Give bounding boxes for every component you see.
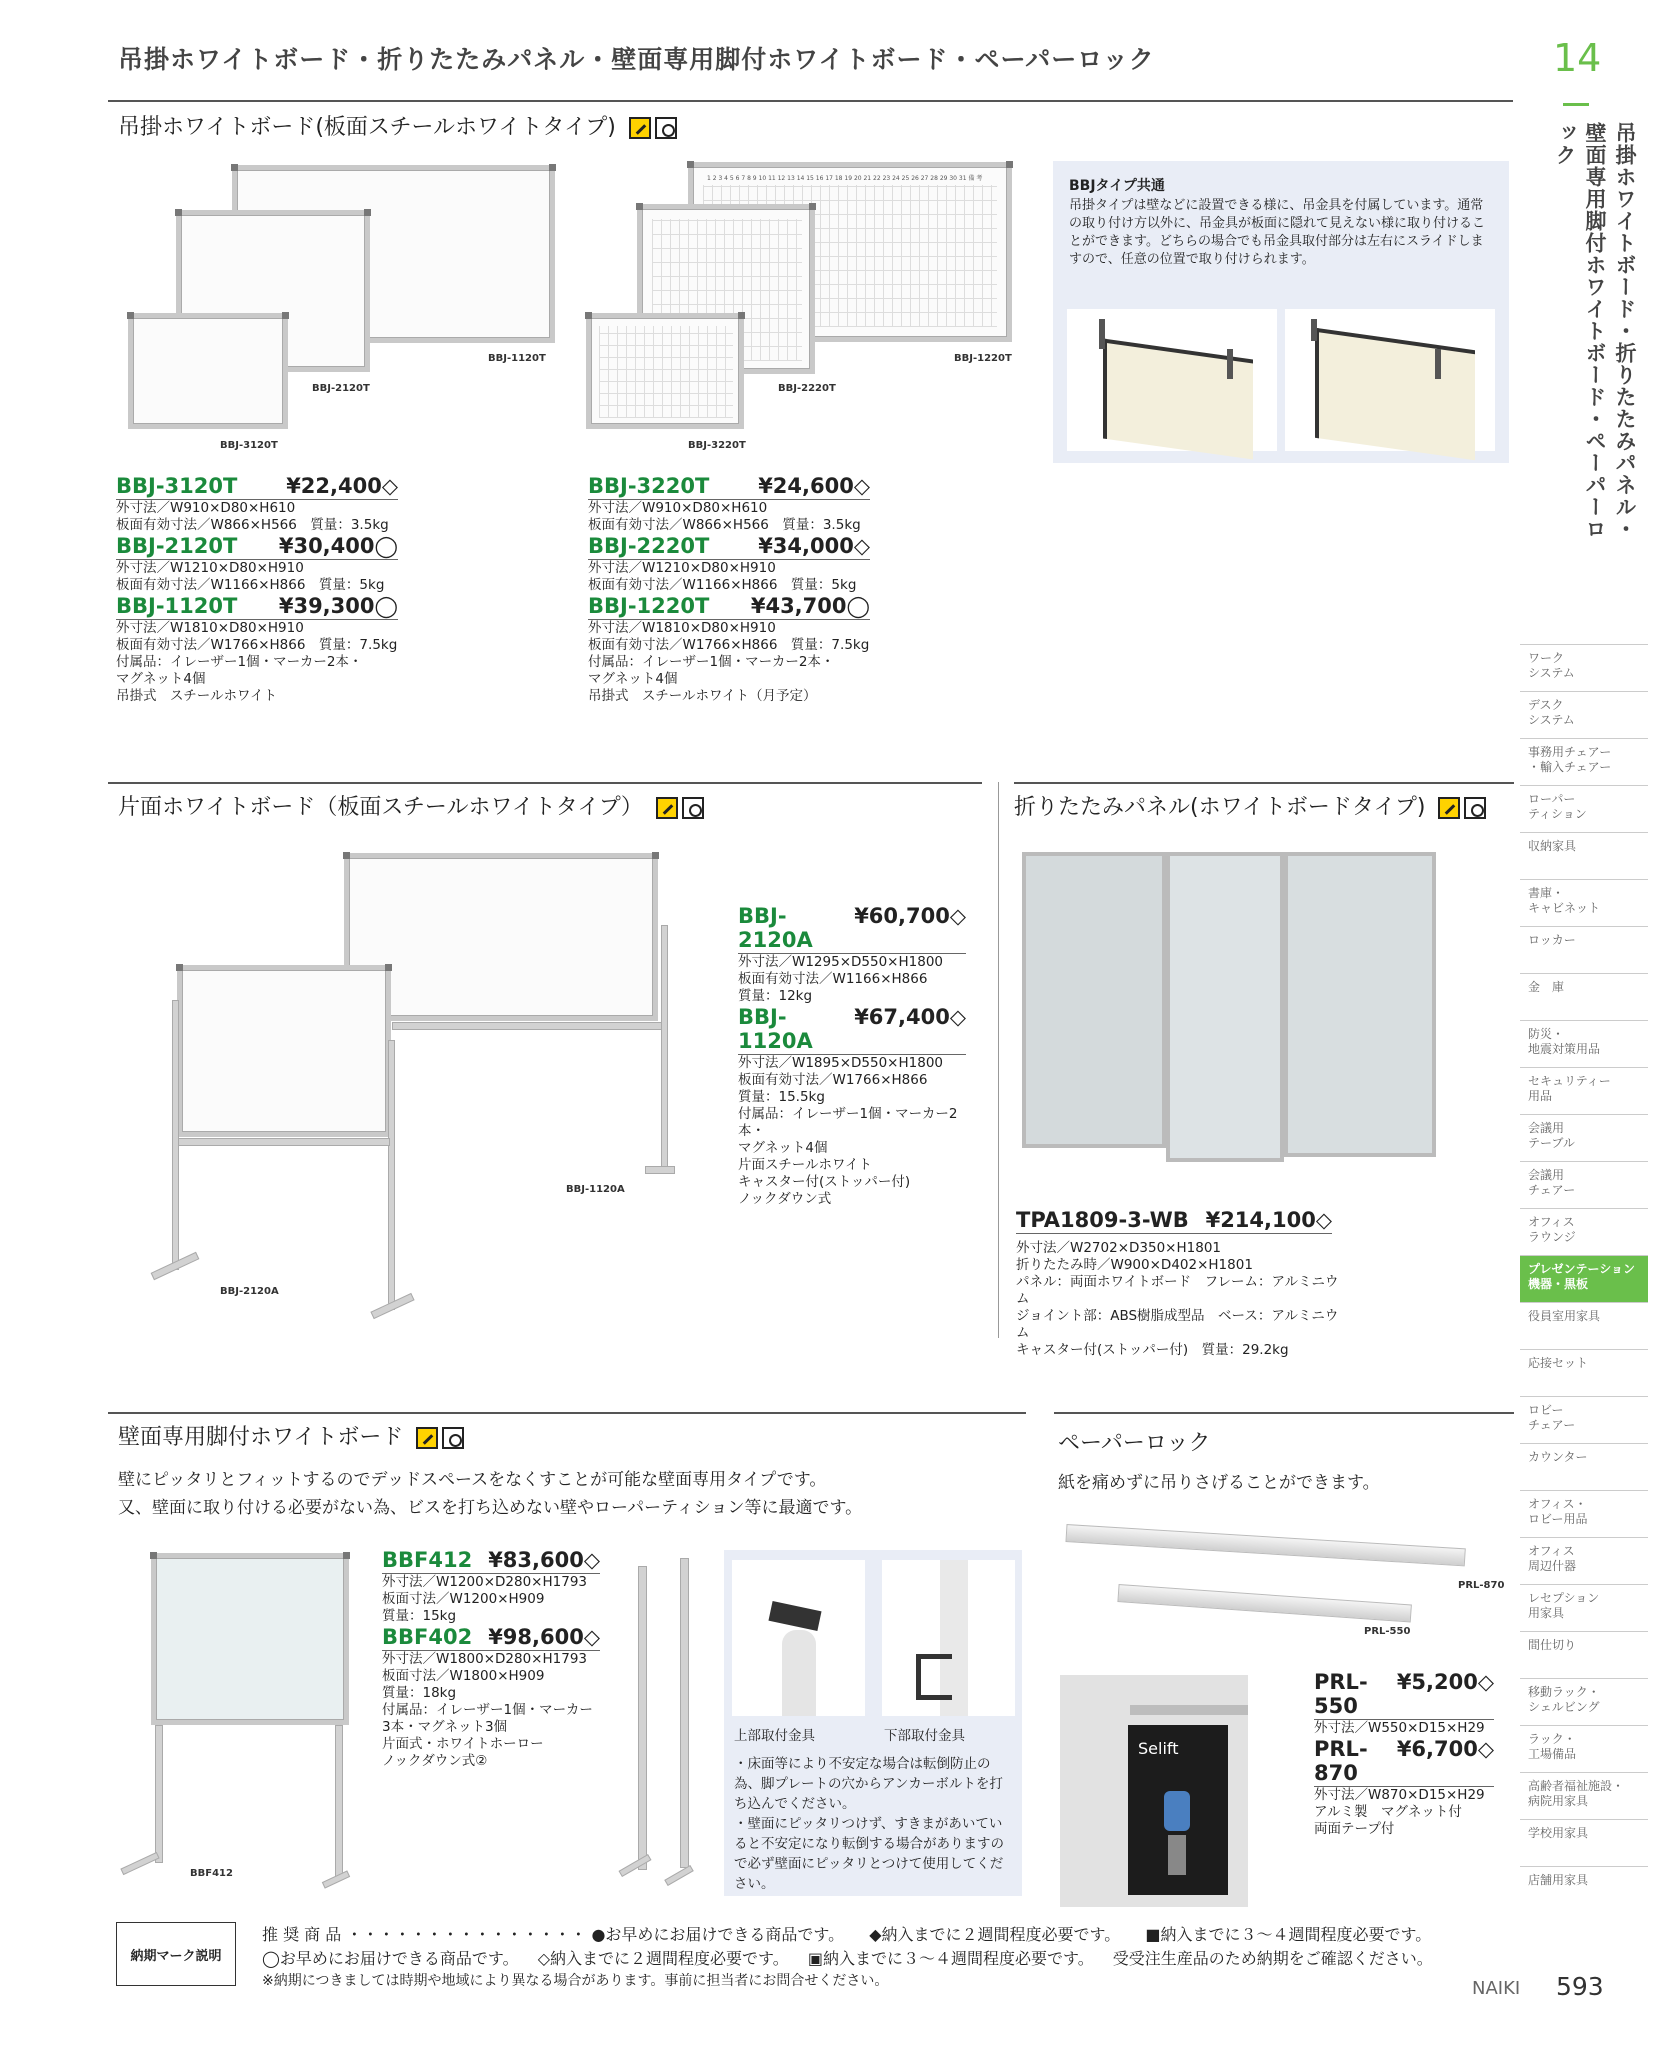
product-price: ¥83,600◇ — [488, 1548, 600, 1572]
nav-item-store[interactable]: 店舗用家具 — [1520, 1866, 1648, 1913]
spec-line: 板面有効寸法／W1166×H866 — [738, 971, 928, 987]
column-divider — [998, 782, 999, 1338]
product-code: BBF402 — [382, 1625, 473, 1649]
spec-line: 折りたたみ時／W900×D402×H1801 — [1016, 1257, 1253, 1273]
marker-icon — [629, 117, 651, 139]
box-text: 吊掛タイプは壁などに設置できる様に、吊金具を付属しています。通常の取り付け方以外に、吊金具が板面に隠れて見えない様に取り付けることができます。どちらの場合でも吊金具取付部分は左右にスライドしますので、任意の位置で取り付けられます。 — [1069, 198, 1486, 267]
spec-line: 付属品：イレーザー1個・マーカー — [382, 1702, 593, 1718]
product-tpa1809 — [1016, 1208, 1332, 1234]
section4-title-text: 壁面専用脚付ホワイトボード — [118, 1425, 404, 1450]
product-code: BBJ-1220T — [588, 594, 710, 618]
nav-item-cabinet[interactable]: 書庫・ キャビネット — [1520, 879, 1648, 926]
legend-head: 推 奨 商 品 ・・・・・・・・・・・・・・・ — [262, 1925, 587, 1944]
spec-line: 3本・マグネット3個 — [382, 1719, 508, 1735]
spec-line: 質量：18kg — [382, 1685, 457, 1701]
product-code: BBJ-3220T — [588, 474, 710, 498]
folding-panel-left — [1022, 852, 1166, 1148]
legend-note: ※納期につきましては時期や地域により異なる場合があります。事前に担当者にお問合せください。 — [262, 1973, 889, 1989]
board-bbj-2120a — [177, 965, 391, 1137]
nav-item-office-fixtures[interactable]: オフィス 周辺什器 — [1520, 1537, 1648, 1584]
product-bbj-3120t — [116, 474, 398, 534]
wall-leg — [638, 1566, 647, 1870]
spec-line: 付属品：イレーザー1個・マーカー2本・ — [116, 654, 363, 670]
product-code: BBF412 — [382, 1548, 473, 1572]
product-price: ¥30,400◯ — [278, 534, 398, 558]
spec-line: 外寸法／W910×D80×H610 — [116, 500, 296, 516]
nav-item-elderly-hospital[interactable]: 高齢者福祉施設・ 病院用家具 — [1520, 1772, 1648, 1819]
label-bbj-1220t: BBJ-1220T — [954, 353, 1012, 364]
product-code: BBJ-3120T — [116, 474, 238, 498]
section5-products — [1314, 1670, 1494, 1838]
nav-item-safe[interactable]: 金 庫 — [1520, 973, 1648, 1020]
product-price: ¥22,400◇ — [286, 474, 398, 498]
spec-line: 質量：15kg — [382, 1608, 457, 1624]
nav-item-storage[interactable]: 収納家具 — [1520, 832, 1648, 879]
product-bbj-1120a — [738, 1005, 966, 1208]
label-bbj-3220t: BBJ-3220T — [688, 440, 746, 451]
label-bbj-2120t: BBJ-2120T — [312, 383, 370, 394]
spec-line: 質量：12kg — [738, 988, 813, 1004]
spec-line: マグネット4個 — [738, 1140, 828, 1156]
section4-intro — [118, 1466, 862, 1522]
board-bbj-3220t — [586, 313, 744, 429]
label-bbj-3120t: BBJ-3120T — [220, 440, 278, 451]
product-code: BBJ-2220T — [588, 534, 710, 558]
label-prl-550: PRL-550 — [1364, 1626, 1411, 1637]
spec-line: 外寸法／W1210×D80×H910 — [588, 560, 776, 576]
spec-line: 外寸法／W1210×D80×H910 — [116, 560, 304, 576]
label-bbj-1120t: BBJ-1120T — [488, 353, 546, 364]
vertical-title: 吊掛ホワイトボード・折りたたみパネル・壁面専用脚付ホワイトボード・ペーパーロック — [1553, 122, 1637, 540]
section3-divider — [1014, 782, 1514, 784]
paper-lock-prl-550 — [1117, 1584, 1412, 1622]
nav-item-security[interactable]: セキュリティー 用品 — [1520, 1067, 1648, 1114]
spec-line: 外寸法／W1800×D280×H1793 — [382, 1651, 587, 1667]
stand-leg — [155, 1725, 163, 1863]
nav-item-work-system[interactable]: ワーク システム — [1520, 644, 1648, 691]
section3-title-text: 折りたたみパネル(ホワイトボードタイプ) — [1014, 795, 1426, 820]
spec-line: アルミ製 マグネット付 — [1314, 1804, 1462, 1820]
grid-header: 1 2 3 4 5 6 7 8 9 10 11 12 13 14 15 16 17 18 19 20 21 22 23 24 25 26 27 28 29 30 31 備 考 — [707, 175, 983, 182]
spec-line: 吊掛式 スチールホワイト（月予定） — [588, 688, 817, 704]
label-prl-870: PRL-870 — [1458, 1580, 1505, 1591]
nav-item-lobby-chair[interactable]: ロビー チェアー — [1520, 1396, 1648, 1443]
legend-item: ●お早めにお届けできる商品です。 — [591, 1925, 845, 1944]
hanger-diagram-2 — [1285, 309, 1495, 451]
section1-left-products — [116, 474, 398, 705]
legend-item: 受受注生産品のため納期をご確認ください。 — [1112, 1949, 1433, 1968]
spec-line: 質量：15.5kg — [738, 1089, 825, 1105]
product-price: ¥67,400◇ — [854, 1005, 966, 1029]
product-price: ¥5,200◇ — [1396, 1670, 1494, 1694]
intro-line: 又、壁面に取り付ける必要がない為、ビスを打ち込めない壁やローパーティション等に最適です。 — [118, 1498, 863, 1518]
nav-item-school[interactable]: 学校用家具 — [1520, 1819, 1648, 1866]
label-bbf412: BBF412 — [190, 1868, 233, 1879]
legend-item: ◯お早めにお届けできる商品です。 — [262, 1949, 519, 1968]
product-price: ¥39,300◯ — [278, 594, 398, 618]
nav-item-reception-furniture[interactable]: レセプション 用家具 — [1520, 1584, 1648, 1631]
tpa1809-specs — [1016, 1240, 1346, 1359]
section5-divider — [1054, 1412, 1514, 1414]
magnet-icon — [442, 1427, 464, 1449]
board-bbj-3120t — [128, 313, 288, 429]
product-code: BBJ-2120T — [116, 534, 238, 558]
spec-line: 板面寸法／W1800×H909 — [382, 1668, 545, 1684]
nav-item-locker[interactable]: ロッカー — [1520, 926, 1648, 973]
chapter-bar — [1563, 103, 1589, 106]
product-price: ¥214,100◇ — [1205, 1208, 1332, 1232]
stand-foot — [645, 1166, 675, 1174]
nav-item-meeting-chair[interactable]: 会議用 チェアー — [1520, 1161, 1648, 1208]
product-prl-870 — [1314, 1737, 1494, 1838]
product-code: BBJ-2120A — [738, 904, 813, 952]
spec-line: 外寸法／W1895×D550×H1800 — [738, 1055, 943, 1071]
hanger-diagram-1 — [1067, 309, 1277, 451]
spec-line: 外寸法／W550×D15×H29 — [1314, 1720, 1485, 1736]
legend-title: 納期マーク説明 — [116, 1922, 236, 1986]
section4-products — [382, 1548, 600, 1770]
section2-divider — [108, 782, 982, 784]
spec-line: 外寸法／W1200×D280×H1793 — [382, 1574, 587, 1590]
poster-text: Selift — [1138, 1739, 1179, 1758]
product-prl-550 — [1314, 1670, 1494, 1737]
spec-line: マグネット4個 — [588, 671, 678, 687]
spec-line: 板面有効寸法／W1766×H866 質量：7.5kg — [588, 637, 870, 653]
nav-item-office-lounge[interactable]: オフィス ラウンジ — [1520, 1208, 1648, 1255]
section4-title — [118, 1420, 464, 1451]
product-price: ¥60,700◇ — [854, 904, 966, 928]
spec-line: 外寸法／W1810×D80×H910 — [116, 620, 304, 636]
nav-item-desk-system[interactable]: デスク システム — [1520, 691, 1648, 738]
section1-right-products — [588, 474, 870, 705]
product-bbj-2120t — [116, 534, 398, 594]
section5-title: ペーパーロック — [1058, 1431, 1211, 1456]
spec-line: 外寸法／W1810×D80×H910 — [588, 620, 776, 636]
product-bbj-2120a — [738, 904, 966, 1005]
stand-bar — [178, 1138, 390, 1146]
grid-lines — [599, 326, 733, 418]
spec-line: 板面有効寸法／W866×H566 質量：3.5kg — [116, 517, 389, 533]
marker-icon — [656, 797, 678, 819]
stand-leg — [661, 925, 668, 1170]
stand-leg — [388, 1040, 395, 1310]
product-code: TPA1809-3-WB — [1016, 1208, 1189, 1232]
chapter-number: 14 — [1553, 36, 1602, 80]
spec-line: キャスター付(ストッパー付) — [738, 1174, 911, 1190]
spec-line: 片面式・ホワイトホーロー — [382, 1736, 544, 1752]
nav-item-executive[interactable]: 役員室用家具 — [1520, 1302, 1648, 1349]
nav-item-reception-set[interactable]: 応接セット — [1520, 1349, 1648, 1396]
spec-line: マグネット4個 — [116, 671, 206, 687]
magnet-icon — [682, 797, 704, 819]
nav-item-office-lobby-goods[interactable]: オフィス・ ロビー用品 — [1520, 1490, 1648, 1537]
spec-line: 板面有効寸法／W1766×H866 質量：7.5kg — [116, 637, 398, 653]
product-bbj-3220t — [588, 474, 870, 534]
product-price: ¥24,600◇ — [758, 474, 870, 498]
top-bracket-label: 上部取付金具 — [734, 1728, 815, 1744]
product-bbj-1120t — [116, 594, 398, 705]
label-bbj-1120a: BBJ-1120A — [566, 1184, 625, 1195]
legend-item: ■納入までに３～４週間程度必要です。 — [1145, 1925, 1432, 1944]
spec-line: 両面テープ付 — [1314, 1821, 1395, 1837]
label-bbj-2120a: BBJ-2120A — [220, 1286, 279, 1297]
spec-line: 外寸法／W1295×D550×H1800 — [738, 954, 943, 970]
spec-line: 板面有効寸法／W1166×H866 質量：5kg — [588, 577, 857, 593]
section5-intro: 紙を痛めずに吊りさげることができます。 — [1058, 1473, 1380, 1493]
magnet-icon — [1464, 797, 1486, 819]
section1-title-text: 吊掛ホワイトボード(板面スチールホワイトタイプ) — [118, 115, 616, 140]
spec-line: 吊掛式 スチールホワイト — [116, 688, 278, 704]
board-bbj-1120a — [344, 853, 658, 1021]
bottom-bracket-photo — [882, 1560, 1015, 1716]
bottom-bracket-label: 下部取付金具 — [884, 1728, 965, 1744]
label-bbj-2220t: BBJ-2220T — [778, 383, 836, 394]
nav-item-rack-factory[interactable]: ラック・ 工場備品 — [1520, 1725, 1648, 1772]
spec-line: 板面有効寸法／W866×H566 質量：3.5kg — [588, 517, 861, 533]
product-price: ¥43,700◯ — [750, 594, 870, 618]
product-price: ¥34,000◇ — [758, 534, 870, 558]
stand-foot — [120, 1852, 159, 1875]
marker-icon — [416, 1427, 438, 1449]
legend-row-1 — [262, 1922, 1431, 1945]
spec-line: パネル：両面ホワイトボード フレーム：アルミニウム — [1016, 1274, 1339, 1307]
nav-item-mobile-rack[interactable]: 移動ラック・ シェルビング — [1520, 1678, 1648, 1725]
magnet-icon — [655, 117, 677, 139]
spec-line: ジョイント部：ABS樹脂成型品 ベース：アルミニウム — [1016, 1308, 1339, 1341]
page-number: 593 — [1556, 1972, 1604, 2001]
legend-item: ▣納入までに３～４週間程度必要です。 — [807, 1949, 1094, 1968]
note-line: ・壁面にピッタリつけず、すきまがあいていると不安定になり転倒する場合がありますので必ず壁面にピッタリとつけて使用してください。 — [734, 1816, 1004, 1892]
section2-products — [738, 904, 966, 1208]
spec-line: キャスター付(ストッパー付) 質量：29.2kg — [1016, 1342, 1289, 1358]
top-bracket-photo — [732, 1560, 865, 1716]
nav-item-meeting-table[interactable]: 会議用 テーブル — [1520, 1114, 1648, 1161]
spec-line: 外寸法／W910×D80×H610 — [588, 500, 768, 516]
note-line: ・床面等により不安定な場合は転倒防止の為、脚プレートの穴からアンカーボルトを打ち込んでください。 — [734, 1756, 1003, 1812]
detail-notes — [734, 1754, 1012, 1894]
header-divider — [108, 100, 1513, 102]
bracket-detail-box — [724, 1550, 1022, 1896]
product-bbf412 — [382, 1548, 600, 1625]
stand-bar — [392, 1022, 662, 1030]
board-bbf412 — [151, 1553, 349, 1725]
product-code: BBJ-1120A — [738, 1005, 813, 1053]
stand-leg — [335, 1725, 343, 1880]
box-title: BBJタイプ共通 — [1069, 178, 1165, 194]
product-code: PRL-870 — [1314, 1737, 1368, 1785]
wall-foot — [664, 1865, 693, 1886]
section4-divider — [108, 1412, 1026, 1414]
marker-icon — [1438, 797, 1460, 819]
spec-line: 外寸法／W870×D15×H29 — [1314, 1787, 1485, 1803]
product-price: ¥98,600◇ — [488, 1625, 600, 1649]
bbj-common-box — [1053, 161, 1509, 463]
folding-panel-right — [1284, 852, 1436, 1157]
nav-item-low-partition[interactable]: ローパー ティション — [1520, 785, 1648, 832]
section3-title — [1014, 790, 1486, 821]
section1-title — [118, 110, 677, 141]
spec-line: ノックダウン式 — [738, 1191, 832, 1207]
spec-line: 板面寸法／W1200×H909 — [382, 1591, 545, 1607]
category-sidenav — [1520, 644, 1648, 1913]
legend-row-2 — [262, 1946, 1433, 1969]
spec-line: 外寸法／W2702×D350×H1801 — [1016, 1240, 1221, 1256]
poster — [1128, 1725, 1228, 1895]
spec-line: ノックダウン式② — [382, 1753, 488, 1769]
folding-panel-middle — [1166, 852, 1284, 1162]
legend-item: ◇納入までに２週間程度必要です。 — [537, 1949, 789, 1968]
stand-leg — [172, 1000, 179, 1270]
spec-line: 板面有効寸法／W1766×H866 — [738, 1072, 928, 1088]
legend-item: ◆納入までに２週間程度必要です。 — [869, 1925, 1121, 1944]
intro-line: 壁にピッタリとフィットするのでデッドスペースをなくすことが可能な壁面専用タイプです。 — [118, 1470, 827, 1490]
spec-line: 付属品：イレーザー1個・マーカー2本・ — [738, 1106, 958, 1139]
section2-title — [118, 790, 704, 821]
product-code: PRL-550 — [1314, 1670, 1368, 1718]
poster-photo — [1060, 1675, 1248, 1907]
product-bbj-2220t — [588, 534, 870, 594]
nav-item-partition[interactable]: 間仕切り — [1520, 1631, 1648, 1678]
spec-line: 板面有効寸法／W1166×H866 質量：5kg — [116, 577, 385, 593]
wall-leg — [680, 1558, 689, 1868]
spec-line: 付属品：イレーザー1個・マーカー2本・ — [588, 654, 835, 670]
nav-item-office-chair[interactable]: 事務用チェアー ・輸入チェアー — [1520, 738, 1648, 785]
section2-title-text: 片面ホワイトボード（板面スチールホワイトタイプ） — [118, 795, 643, 820]
product-bbf402 — [382, 1625, 600, 1770]
page-header-title: 吊掛ホワイトボード・折りたたみパネル・壁面専用脚付ホワイトボード・ペーパーロック — [118, 45, 1155, 74]
nav-item-presentation[interactable]: プレゼンテーション 機器・黒板 — [1520, 1255, 1648, 1302]
brand-name: NAIKI — [1472, 1978, 1521, 1999]
paper-lock-prl-870 — [1065, 1524, 1465, 1566]
nav-item-counter[interactable]: カウンター — [1520, 1443, 1648, 1490]
product-price: ¥6,700◇ — [1396, 1737, 1494, 1761]
spec-line: 片面スチールホワイト — [738, 1157, 873, 1173]
nav-item-disaster[interactable]: 防災・ 地震対策用品 — [1520, 1020, 1648, 1067]
product-bbj-1220t — [588, 594, 870, 705]
product-code: BBJ-1120T — [116, 594, 238, 618]
